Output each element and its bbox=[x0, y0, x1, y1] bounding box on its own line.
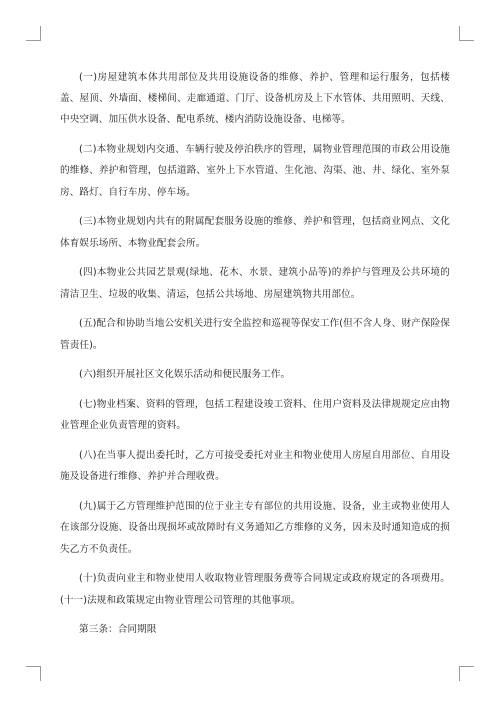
crop-mark-bottom-right bbox=[459, 666, 474, 681]
paragraph-item-1: (一)房屋建筑本体共用部位及共用设施设备的维修、养护、管理和运行服务，包括楼盖、屋顶、外墙面、楼梯间、走廊通道、门厅、设备机房及上下水管体、共用照明、天线、中央空调、加压供水设备、配电系统、楼内消防设施设备、电梯等。 bbox=[60, 72, 450, 126]
crop-mark-top-left bbox=[26, 26, 41, 41]
paragraph-item-9: (九)属于乙方管理维护范围的位于业主专有部位的共用设施、设备，业主或物业使用人在该部分设施、设备出现损坏或故障时有义务通知乙方维修的义务，因未及时通知造成的损失乙方不负责任。 bbox=[60, 501, 450, 555]
document-body bbox=[60, 67, 450, 641]
paragraph-item-10: (十)负责向业主和物业使用人收取物业管理服务费等合同规定或政府规定的各项费用。 (十一)法规和政策规定由物业管理公司管理的其他事项。 bbox=[60, 573, 450, 606]
crop-mark-bottom-left bbox=[26, 666, 41, 681]
crop-mark-top-right bbox=[459, 26, 474, 41]
paragraph-item-4: (四)本物业公共园艺景观(绿地、花木、水景、建筑小品等)的养护与管理及公共环境的清洁卫生、垃圾的收集、清运，包括公共场地、房屋建筑物共用部位。 bbox=[60, 267, 450, 300]
paragraph-item-2: (二)本物业规划内交通、车辆行驶及停泊秩序的管理，属物业管理范围的市政公用设施的维修、养护和管理，包括道路、室外上下水管道、生化池、沟渠、池、井、绿化、室外泵房、路灯、自行车房、停车场。 bbox=[60, 144, 450, 198]
paragraph-item-8: (八)在当事人提出委托时，乙方可接受委托对业主和物业使用人房屋自用部位、自用设施及设备进行维修、养护并合理收费。 bbox=[60, 450, 450, 483]
paragraph-item-5: (五)配合和协助当地公安机关进行安全监控和巡视等保安工作(但不含人身、财产保险保管责任)。 bbox=[60, 318, 450, 351]
paragraph-item-7: (七)物业档案、资料的管理，包括工程建设竣工资料、住用户资料及法律规规定应由物业管理企业负责管理的资料。 bbox=[60, 399, 450, 432]
paragraph-item-6: (六)组织开展社区文化娱乐活动和便民服务工作。 bbox=[79, 369, 291, 381]
paragraph-item-3: (三)本物业规划内共有的附属配套服务设施的维修、养护和管理，包括商业网点、文化体育娱乐场所、本物业配套会所。 bbox=[60, 216, 450, 249]
section-heading: 第三条：合同期限 bbox=[79, 624, 157, 636]
